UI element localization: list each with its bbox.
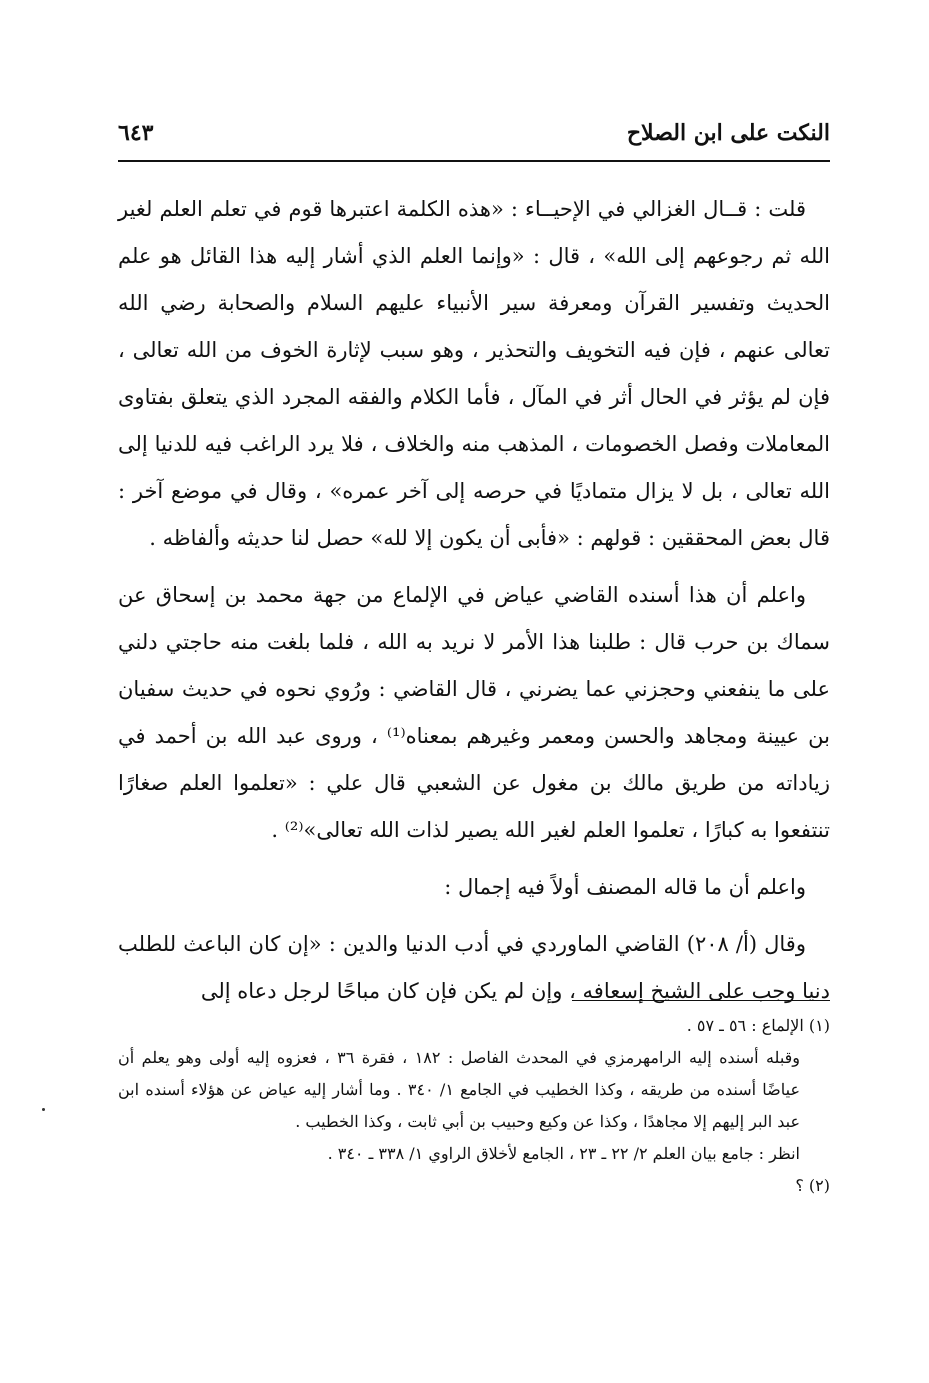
scan-speck xyxy=(42,1108,45,1111)
header-rule xyxy=(118,160,830,162)
footnotes xyxy=(118,1010,830,1202)
page-number: ٦٤٣ xyxy=(118,120,154,146)
footnote-1-reference: انظر : جامع بيان العلم ٢/ ٢٢ ـ ٢٣ ، الجامع لأخلاق الراوي ١/ ٣٣٨ ـ ٣٤٠ . xyxy=(327,1144,800,1163)
paragraph-4: وقال (أ/ ٢٠٨) القاضي الماوردي في أدب الدنيا والدين : «إن كان الباعث للطلب دنيا وجب على الشيخ إسعافه ، وإن لم يكن فإن كان مباحًا لرجل دعاه إلى xyxy=(118,932,830,1003)
paragraph-1: قلت : قــال الغزالي في الإحيــاء : «هذه الكلمة اعتبرها قوم في تعلم العلم لغير الله ثم رجوعهم إلى الله» ، قال : «وإنما العلم الذي أشار إليه هذا القائل هو علم الحديث وتفسير القرآن ومعرفة سير الأنبياء عليهم السلام والصحابة رضي الله تعالى عنهم ، فإن فيه التخويف والتحذير ، وهو سبب لإثارة الخوف من الله تعالى ، فإن لم يؤثر في الحال أثر في المآل ، فأما الكلام والفقه المجرد الذي يتعلق بفتاوى المعاملات وفصل الخصومات ، المذهب منه والخلاف ، فلا يرد الراغب فيه للدنيا إلى الله تعالى ، بل لا يزال متماديًا في حرصه إلى آخر عمره» ، وقال في موضع آخر : قال بعض المحققين : قولهم : «فأبى أن يكون إلا لله» حصل لنا حديثه وألفاظه . xyxy=(118,197,830,550)
paragraph-3: واعلم أن ما قاله المصنف أولاً فيه إجمال : xyxy=(444,875,806,899)
paragraph-2: واعلم أن هذا أسنده القاضي عياض في الإلماع من جهة محمد بن إسحاق عن سماك بن حرب قال : طلبنا هذا الأمر لا نريد به الله ، فلما بلغت منه حاجتي دلني على ما ينفعني وحجزني عما يضرني ، قال القاضي : ورُوي نحوه في حديث سفيان بن عيينة ومجاهد والحسن ومعمر وغيرهم بمعناه⁽¹⁾ ، وروى عبد الله بن أحمد في زياداته من طريق مالك بن مغول عن الشعبي قال علي : «تعلموا العلم صغارًا تنتفعوا به كبارًا ، تعلموا العلم لغير الله يصير لذات الله تعالى»⁽²⁾ . xyxy=(118,583,830,842)
footnote-1-text: وقبله أسنده إليه الرامهرمزي في المحدث الفاصل : ١٨٢ ، فقرة ٣٦ ، فعزوه إليه أولى وهو يعلم أن عياضًا أسنده من طريقه ، وكذا الخطيب في الجامع ١/ ٣٤٠ . وما أشار إليه عياض عن هؤلاء أسنده ابن عبد البر إليهم إلا مجاهدًا ، وكذا عن وكيع وحبيب بن أبي ثابت ، وكذا الخطيب . xyxy=(118,1048,801,1131)
footnote-separator xyxy=(572,1000,830,1001)
footnote-1-label: (١) الإلماع : ٥٦ ـ ٥٧ . xyxy=(686,1016,830,1035)
main-text xyxy=(118,186,830,1025)
footnote-2: (٢) ؟ xyxy=(795,1176,830,1195)
running-header xyxy=(118,118,830,160)
running-title: النكت على ابن الصلاح xyxy=(626,120,830,146)
